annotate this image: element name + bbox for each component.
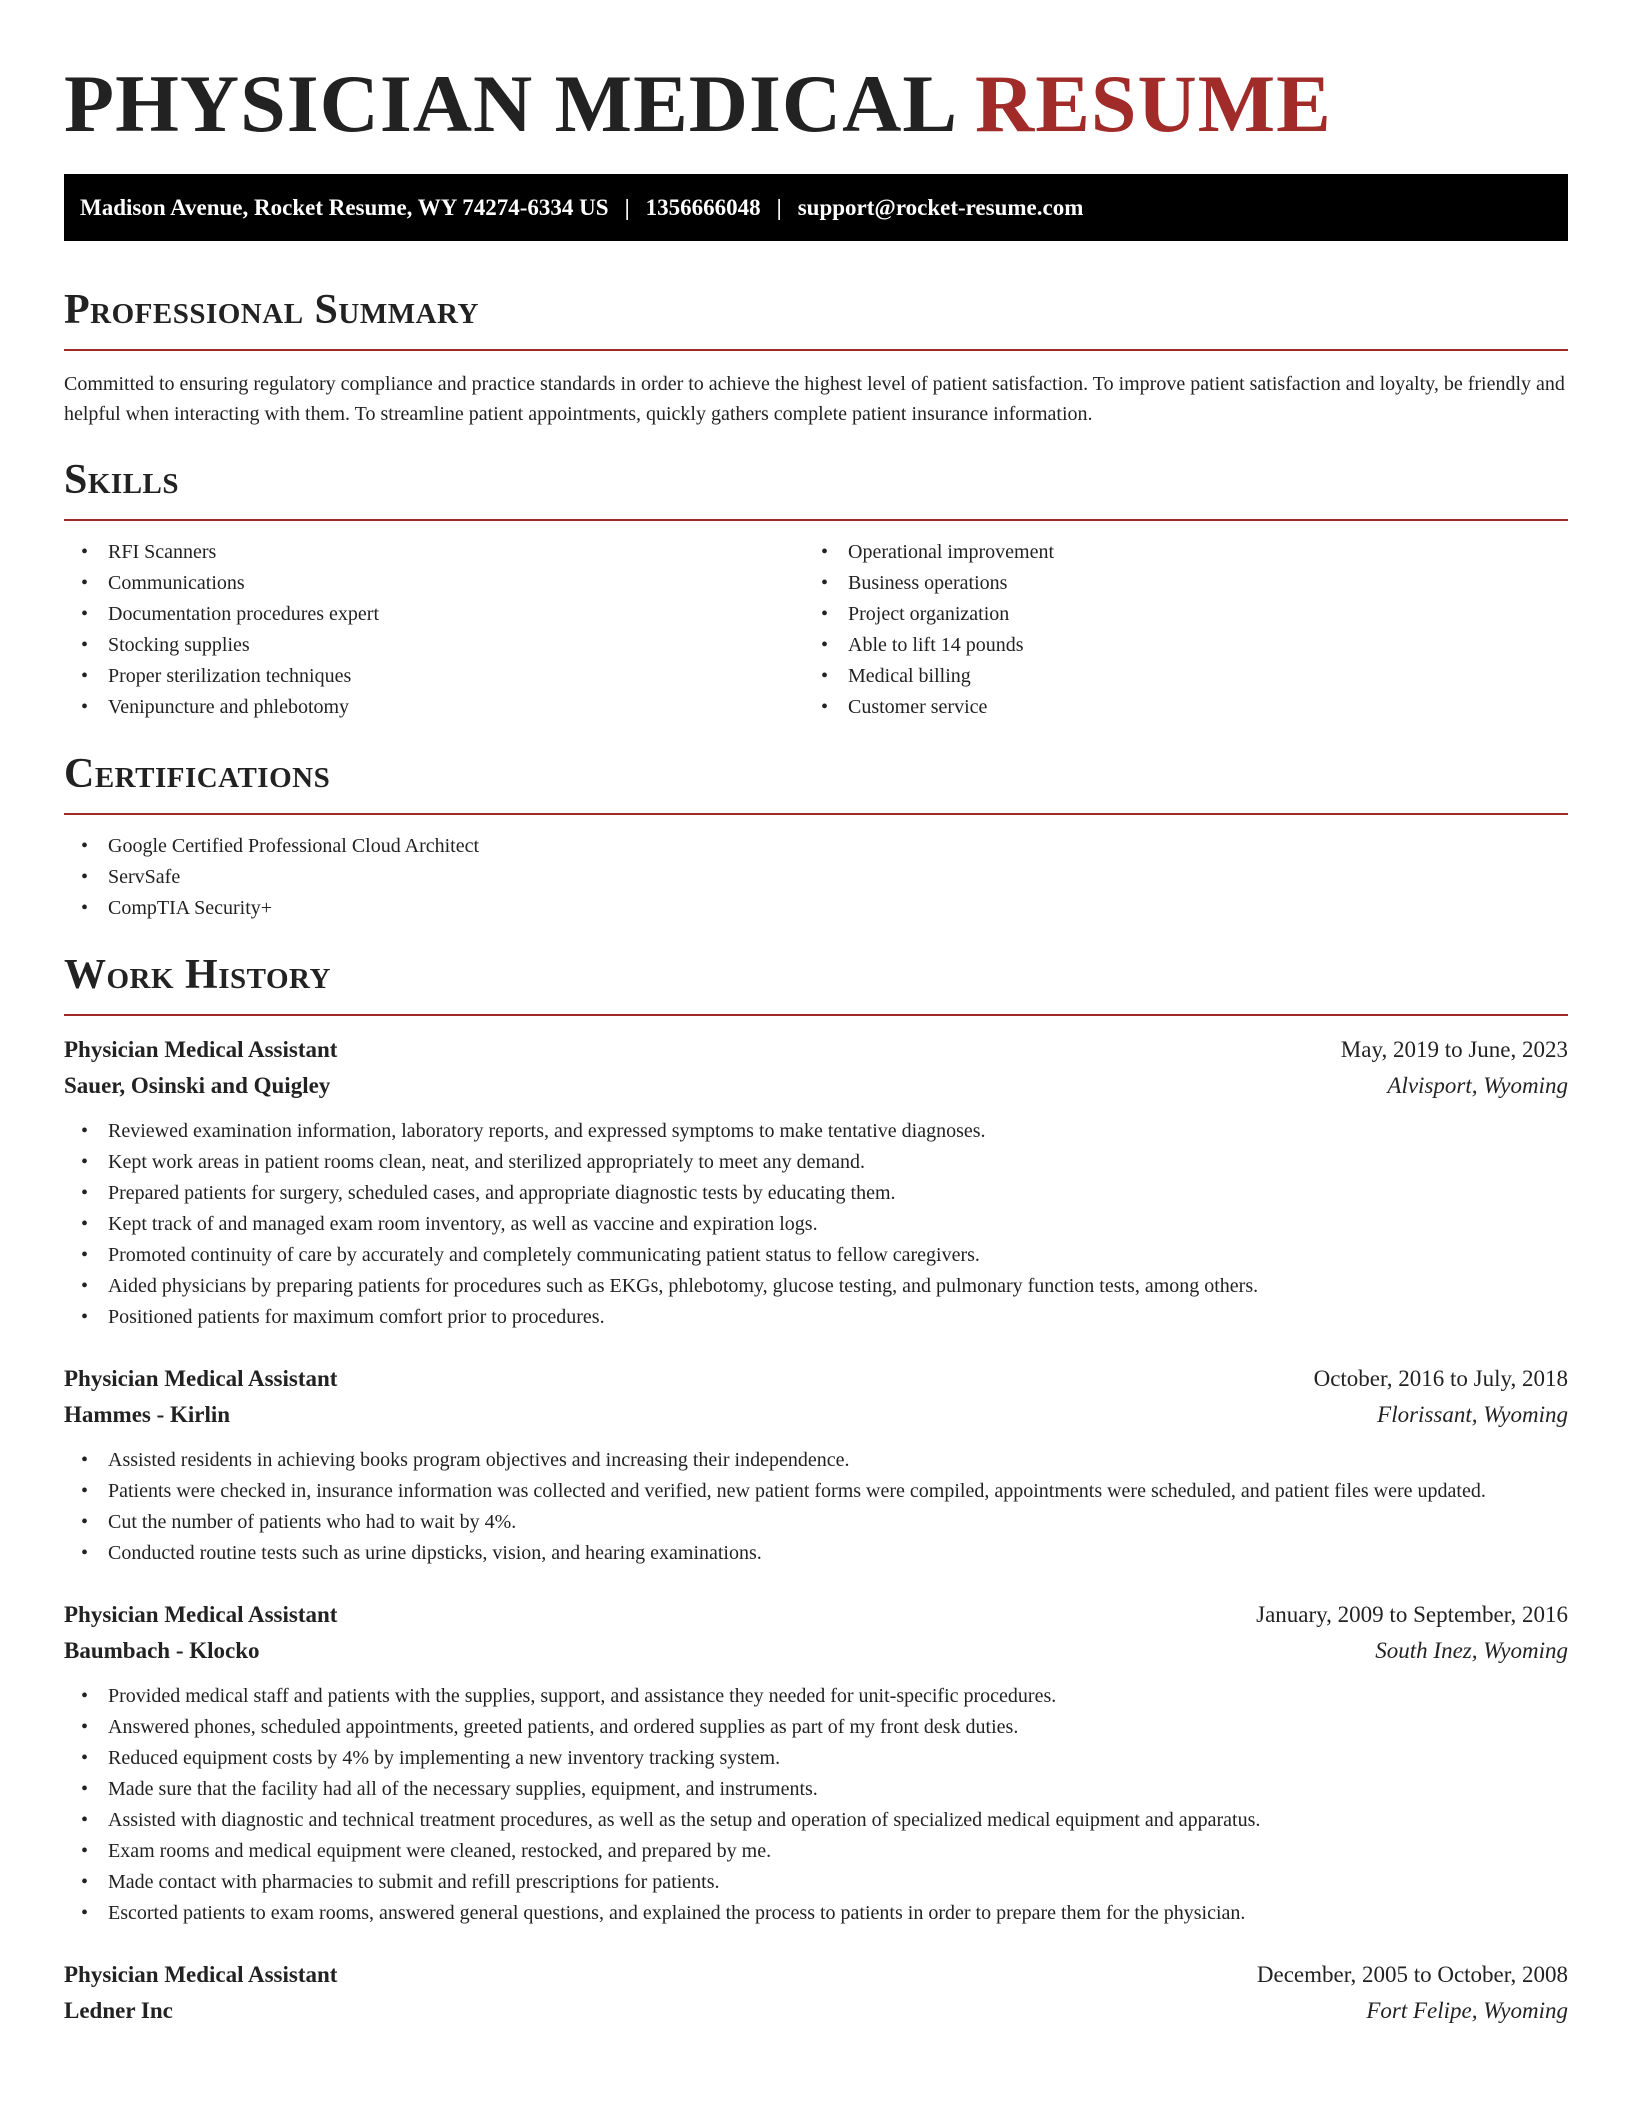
job-duty: • Positioned patients for maximum comfort prior to procedures.: [64, 1302, 1568, 1333]
skill-item: • Communications: [64, 568, 804, 599]
resume-page: [64, 0, 1568, 2029]
contact-separator: |: [624, 195, 630, 220]
job-title: Physician Medical Assistant: [64, 1037, 338, 1062]
job-duties-list: [64, 1445, 1568, 1569]
job-header-row: [64, 1032, 1568, 1068]
job-company: Baumbach - Klocko: [64, 1638, 260, 1663]
contact-email[interactable]: support@rocket-resume.com: [797, 195, 1084, 220]
job-company: Sauer, Osinski and Quigley: [64, 1073, 331, 1098]
job-header-row: [64, 1597, 1568, 1633]
skill-item: • RFI Scanners: [64, 537, 804, 568]
summary-text: Committed to ensuring regulatory compliance and practice standards in order to achieve the highest level of patient satisfaction. To improve patient satisfaction and loyalty, be friendly and helpful when interacting with them. To streamline patient appointments, quickly gathers complete patient insurance information.: [64, 373, 1565, 425]
skill-item: • Customer service: [804, 692, 1544, 723]
section-heading-skills: Skills: [64, 457, 180, 503]
certification-item: • ServSafe: [64, 862, 1568, 893]
job-location: Alvisport, Wyoming: [1387, 1073, 1568, 1098]
skill-item: • Medical billing: [804, 661, 1544, 692]
work-history-section: [64, 950, 1568, 2029]
skill-item: • Stocking supplies: [64, 630, 804, 661]
job-duty: • Patients were checked in, insurance information was collected and verified, new patient forms were compiled, appointments were scheduled, and patient files were updated.: [64, 1476, 1568, 1507]
certification-item: • Google Certified Professional Cloud Architect: [64, 831, 1568, 862]
skill-item: • Project organization: [804, 599, 1544, 630]
contact-phone: 1356666048: [645, 195, 761, 220]
summary-section: [64, 285, 1568, 429]
skill-item: • Venipuncture and phlebotomy: [64, 692, 804, 723]
job-duty: • Reduced equipment costs by 4% by implementing a new inventory tracking system.: [64, 1743, 1568, 1774]
job-entry: [64, 1597, 1568, 1929]
section-divider: [64, 349, 1568, 351]
job-duty: • Provided medical staff and patients with the supplies, support, and assistance they needed for unit-specific procedures.: [64, 1681, 1568, 1712]
job-duty: • Assisted with diagnostic and technical treatment procedures, as well as the setup and operation of specialized medical equipment and apparatus.: [64, 1805, 1568, 1836]
skill-item: • Documentation procedures expert: [64, 599, 804, 630]
job-duty: • Promoted continuity of care by accurately and completely communicating patient status to fellow caregivers.: [64, 1240, 1568, 1271]
job-company: Ledner Inc: [64, 1998, 173, 2023]
job-header-row: [64, 1957, 1568, 1993]
title-main: PHYSICIAN MEDICAL: [64, 58, 954, 149]
job-subheader-row: [64, 1633, 1568, 1669]
job-duty: • Exam rooms and medical equipment were cleaned, restocked, and prepared by me.: [64, 1836, 1568, 1867]
job-location: Florissant, Wyoming: [1377, 1402, 1568, 1427]
job-dates: October, 2016 to July, 2018: [1313, 1366, 1568, 1391]
job-location: Fort Felipe, Wyoming: [1366, 1998, 1568, 2023]
skills-columns: [64, 537, 1568, 723]
job-duties-list: [64, 1116, 1568, 1333]
job-duty: • Prepared patients for surgery, scheduled cases, and appropriate diagnostic tests by educating them.: [64, 1178, 1568, 1209]
section-heading-work-history: Work History: [64, 952, 331, 998]
section-heading-summary: Professional Summary: [64, 287, 479, 333]
contact-bar: [64, 174, 1568, 241]
skills-list-right: [804, 537, 1544, 723]
skill-item: • Proper sterilization techniques: [64, 661, 804, 692]
job-duty: • Kept track of and managed exam room inventory, as well as vaccine and expiration logs.: [64, 1209, 1568, 1240]
job-dates: January, 2009 to September, 2016: [1256, 1602, 1568, 1627]
job-duty: • Cut the number of patients who had to wait by 4%.: [64, 1507, 1568, 1538]
job-duty: • Made sure that the facility had all of the necessary supplies, equipment, and instruments.: [64, 1774, 1568, 1805]
skills-list-left: [64, 537, 804, 723]
job-subheader-row: [64, 1993, 1568, 2029]
skill-item: • Able to lift 14 pounds: [804, 630, 1544, 661]
job-duties-list: [64, 1681, 1568, 1929]
section-divider: [64, 1014, 1568, 1016]
job-duty: • Conducted routine tests such as urine dipsticks, vision, and hearing examinations.: [64, 1538, 1568, 1569]
job-duty: • Reviewed examination information, laboratory reports, and expressed symptoms to make tentative diagnoses.: [64, 1116, 1568, 1147]
job-subheader-row: [64, 1397, 1568, 1433]
job-header-row: [64, 1361, 1568, 1397]
job-duty: • Answered phones, scheduled appointments, greeted patients, and ordered supplies as part of my front desk duties.: [64, 1712, 1568, 1743]
job-duty: • Kept work areas in patient rooms clean, neat, and sterilized appropriately to meet any demand.: [64, 1147, 1568, 1178]
job-location: South Inez, Wyoming: [1375, 1638, 1568, 1663]
skills-section: [64, 455, 1568, 723]
contact-address: Madison Avenue, Rocket Resume, WY 74274-6334 US: [80, 195, 609, 220]
job-entry: [64, 1361, 1568, 1569]
job-duty: • Assisted residents in achieving books program objectives and increasing their independence.: [64, 1445, 1568, 1476]
job-entry: [64, 1957, 1568, 2029]
skill-item: • Business operations: [804, 568, 1544, 599]
job-dates: May, 2019 to June, 2023: [1340, 1037, 1568, 1062]
job-company: Hammes - Kirlin: [64, 1402, 231, 1427]
contact-separator: |: [776, 195, 782, 220]
section-divider: [64, 519, 1568, 521]
title-accent: RESUME: [975, 58, 1332, 149]
certifications-section: [64, 749, 1568, 924]
certifications-list: [64, 831, 1568, 924]
section-divider: [64, 813, 1568, 815]
job-title: Physician Medical Assistant: [64, 1962, 338, 1987]
job-entry: [64, 1032, 1568, 1333]
section-heading-certifications: Certifications: [64, 751, 331, 797]
resume-title: [64, 58, 1568, 150]
skill-item: • Operational improvement: [804, 537, 1544, 568]
job-title: Physician Medical Assistant: [64, 1366, 338, 1391]
job-title: Physician Medical Assistant: [64, 1602, 338, 1627]
job-subheader-row: [64, 1068, 1568, 1104]
job-dates: December, 2005 to October, 2008: [1256, 1962, 1568, 1987]
certification-item: • CompTIA Security+: [64, 893, 1568, 924]
job-duty: • Made contact with pharmacies to submit and refill prescriptions for patients.: [64, 1867, 1568, 1898]
job-duty: • Escorted patients to exam rooms, answered general questions, and explained the process to patients in order to prepare them for the physician.: [64, 1898, 1568, 1929]
job-duty: • Aided physicians by preparing patients for procedures such as EKGs, phlebotomy, glucose testing, and pulmonary function tests, among others.: [64, 1271, 1568, 1302]
